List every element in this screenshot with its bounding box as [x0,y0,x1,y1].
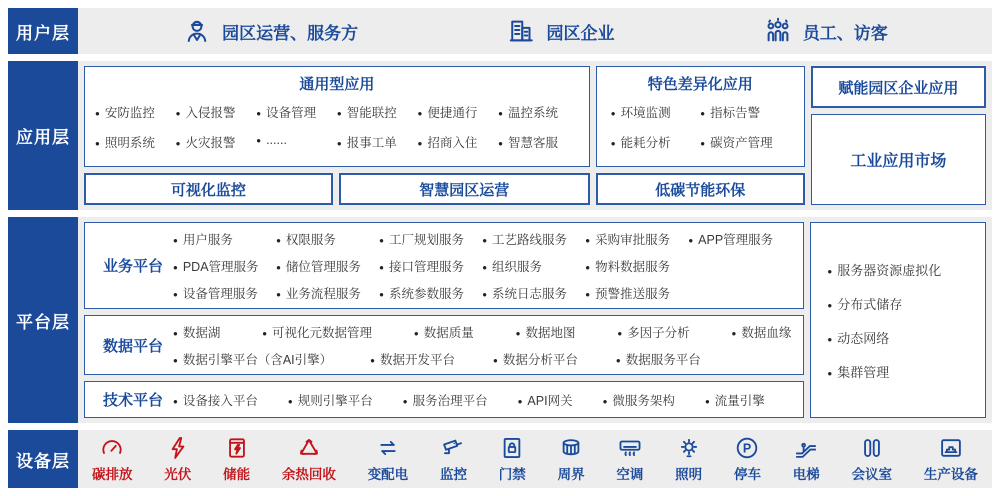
infra-item: ● 集群管理 [827,362,985,381]
visitors-icon [763,16,793,46]
visual-monitoring-banner: 可视化监控 [84,173,333,205]
platform-item: ● 数据地图 [516,323,576,341]
data-platform-title: 数据平台 [102,337,163,355]
infrastructure-box [810,222,986,418]
svg-text:P: P [743,441,752,456]
platform-layer-band [8,217,992,423]
general-apps-items [95,103,579,151]
device-label: 空调 [616,467,644,482]
device-label: 余热回收 [281,467,336,482]
general-apps-title: 通用型应用 [299,76,375,93]
business-platform-items [173,230,791,302]
tech-row [173,391,791,409]
platform-item: ● PDA管理服务 [173,257,276,275]
infra-item: ● 动态网络 [827,328,985,347]
platform-item: ● 工厂规划服务 [379,230,482,248]
user-group-label: 园区运营、服务方 [222,23,359,43]
data-platform-box [84,315,804,375]
recycle-icon [296,435,322,461]
platform-item: ● 业务流程服务 [276,284,379,302]
device-item-carbon [92,435,133,483]
gauge-icon [99,435,125,461]
device-label: 监控 [439,467,467,482]
app-right-column [811,66,986,205]
door-lock-icon [499,435,525,461]
empower-enterprise-box: 赋能园区企业应用 [811,66,986,108]
low-carbon-banner: 低碳节能环保 [596,173,805,205]
platform-item: ● 工艺路线服务 [482,230,585,248]
platform-item: ● 用户服务 [173,230,276,248]
empty-cell [688,257,791,275]
special-apps-box [596,66,805,167]
platform-item: ● 数据血缘 [732,323,792,341]
business-platform-box [84,222,804,309]
battery-icon [224,435,250,461]
app-item: ● 温控系统 [498,103,579,121]
device-item-access-control [499,435,526,483]
platform-item: ● 储位管理服务 [276,257,379,275]
tech-platform-items [173,391,791,409]
swap-arrows-icon [375,435,401,461]
app-item: ● ...... [256,133,337,151]
platform-left-column [84,222,804,418]
device-label: 储能 [223,467,251,482]
user-group-label: 员工、访客 [802,23,888,43]
meeting-room-icon [859,435,885,461]
business-platform-title: 业务平台 [102,258,163,275]
enterprise-building-icon [506,16,536,46]
business-row [173,230,791,248]
platform-item: ● 组织服务 [482,257,585,275]
device-label: 门禁 [498,467,526,482]
platform-layer-label: 平台层 [8,217,78,423]
device-item-surveillance [440,435,467,483]
platform-item: ● 设备接入平台 [173,391,258,409]
device-item-production [924,435,978,483]
user-group-operator [182,16,358,46]
app-item: ● 报事工单 [337,133,418,151]
tech-platform-title: 技术平台 [102,392,163,410]
industrial-market-box: 工业应用市场 [811,114,986,205]
special-apps-items [605,103,796,151]
user-layer-label: 用户层 [8,8,78,54]
data-row [173,323,791,341]
business-row [173,257,791,275]
infra-item: ● 分布式储存 [827,294,985,313]
platform-item: ● 服务治理平台 [403,391,488,409]
air-conditioner-icon [617,435,643,461]
platform-item: ● 系统日志服务 [482,284,585,302]
app-item: ● 智慧客服 [498,133,579,151]
platform-item: ● 多因子分析 [617,323,689,341]
perimeter-icon [558,435,584,461]
platform-layer-content [78,217,992,423]
platform-item: ● 设备管理服务 [173,284,276,302]
device-label: 周界 [557,467,585,482]
app-item: ● 环境监测 [611,103,701,121]
platform-item: ● 流量引擎 [705,391,765,409]
user-group-label: 园区企业 [546,23,615,43]
user-layer-content [78,8,992,54]
app-item: ● 便捷通行 [417,103,498,121]
device-item-hvac [616,435,643,483]
special-apps-title: 特色差异化应用 [647,76,753,93]
device-label: 会议室 [851,467,893,482]
platform-item: ● 规则引擎平台 [288,391,373,409]
platform-item: ● 物料数据服务 [585,257,688,275]
data-row [173,350,791,368]
tech-platform-box [84,381,804,418]
empty-cell [688,284,791,302]
bolt-icon [165,435,191,461]
device-label: 生产设备 [923,467,978,482]
device-item-elevator [793,435,820,483]
device-label: 光伏 [164,467,192,482]
device-label: 照明 [675,467,703,482]
platform-item: ● API网关 [518,391,573,409]
app-item: ● 火灾报警 [176,133,257,151]
platform-item: ● 预警推送服务 [585,284,688,302]
user-group-enterprise [506,16,614,46]
light-icon [676,435,702,461]
platform-item: ● 数据分析平台 [493,350,578,368]
app-item: ● 智能联控 [337,103,418,121]
platform-item: ● 可视化元数据管理 [262,323,372,341]
device-item-heat-recovery [282,435,336,483]
device-label: 变配电 [367,467,409,482]
device-item-lighting [675,435,702,483]
device-item-storage [223,435,250,483]
app-item: ● 设备管理 [256,103,337,121]
device-layer-band [8,430,992,488]
general-apps-box [84,66,590,167]
escalator-icon [793,435,819,461]
app-item: ● 指标告警 [700,103,790,121]
platform-item: ● APP管理服务 [688,230,791,248]
infra-item: ● 服务器资源虚拟化 [827,260,985,279]
device-label: 电梯 [792,467,820,482]
device-item-solar [164,435,191,483]
user-group-visitors [763,16,888,46]
platform-item: ● 接口管理服务 [379,257,482,275]
platform-item: ● 数据质量 [414,323,474,341]
platform-item: ● 数据湖 [173,323,220,341]
device-item-power-distribution [368,435,409,483]
production-icon [938,435,964,461]
app-item: ● 招商入住 [417,133,498,151]
business-row [173,284,791,302]
platform-item: ● 系统参数服务 [379,284,482,302]
worker-icon [182,16,212,46]
app-item: ● 入侵报警 [176,103,257,121]
app-item: ● 能耗分析 [611,133,701,151]
platform-item: ● 数据服务平台 [616,350,701,368]
app-item: ● 碳资产管理 [700,133,790,151]
device-item-parking [734,435,761,483]
device-item-perimeter [558,435,585,483]
cctv-icon [440,435,466,461]
device-layer-content [78,430,992,488]
app-item: ● 安防监控 [95,103,176,121]
platform-item: ● 数据引擎平台（含AI引擎） [173,350,332,368]
platform-item: ● 微服务架构 [603,391,675,409]
parking-icon [734,435,760,461]
device-label: 停车 [733,467,761,482]
application-layer-label: 应用层 [8,61,78,210]
application-layer-band [8,61,992,210]
device-layer-label: 设备层 [8,430,78,488]
app-item: ● 照明系统 [95,133,176,151]
application-layer-content [78,61,992,210]
platform-item: ● 权限服务 [276,230,379,248]
device-item-meeting-room [852,435,893,483]
platform-item: ● 采购审批服务 [585,230,688,248]
device-label: 碳排放 [92,467,133,482]
data-platform-items [173,323,791,368]
user-layer-band [8,8,992,54]
platform-item: ● 数据开发平台 [370,350,455,368]
smart-park-operation-banner: 智慧园区运营 [339,173,590,205]
